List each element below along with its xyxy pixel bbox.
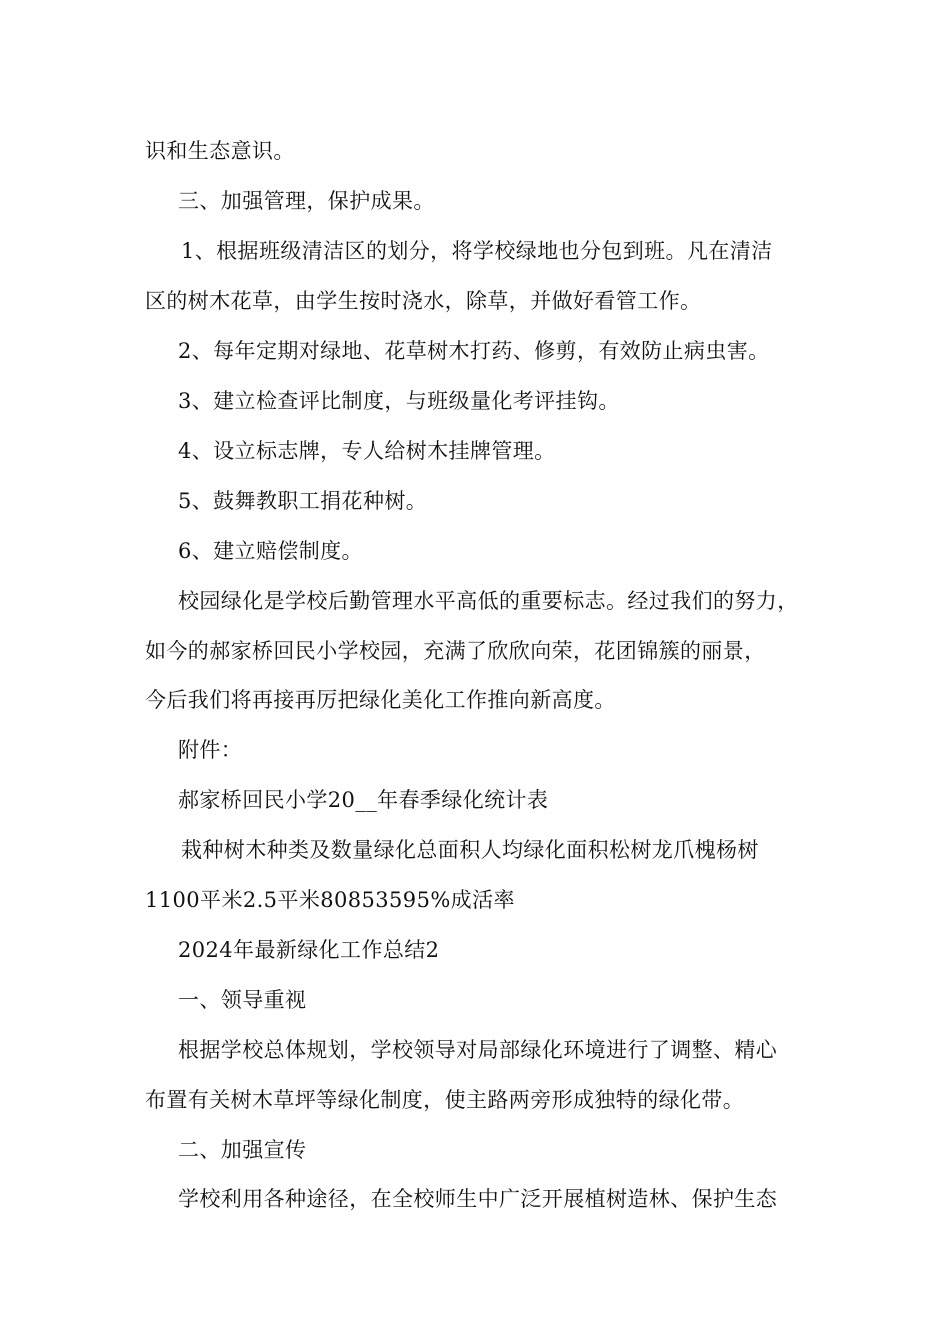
section-heading: 二、加强宣传 bbox=[178, 1138, 307, 1162]
paragraph-line: 今后我们将再接再厉把绿化美化工作推向新高度。 bbox=[145, 688, 616, 712]
attachment-label: 附件： bbox=[178, 738, 243, 762]
section-heading: 一、领导重视 bbox=[178, 988, 307, 1012]
paragraph-line: 学校利用各种途径，在全校师生中广泛开展植树造林、保护生态 bbox=[178, 1187, 778, 1211]
paragraph-line: 区的树木花草，由学生按时浇水，除草，并做好看管工作。 bbox=[145, 289, 702, 313]
list-item: 2、每年定期对绿地、花草树木打药、修剪，有效防止病虫害。 bbox=[178, 339, 770, 363]
section-heading: 三、加强管理，保护成果。 bbox=[178, 189, 435, 213]
list-item: 4、设立标志牌，专人给树木挂牌管理。 bbox=[178, 439, 556, 463]
document-title: 2024年最新绿化工作总结2 bbox=[178, 938, 440, 962]
paragraph-line: 校园绿化是学校后勤管理水平高低的重要标志。经过我们的努力， bbox=[178, 589, 799, 613]
paragraph-line: 根据学校总体规划，学校领导对局部绿化环境进行了调整、精心 bbox=[178, 1038, 778, 1062]
paragraph-line: 识和生态意识。 bbox=[145, 139, 295, 163]
list-item: 5、鼓舞教职工捐花种树。 bbox=[178, 489, 428, 513]
table-text-line: 栽种树木种类及数量绿化总面积人均绿化面积松树龙爪槐杨树 bbox=[181, 838, 759, 862]
list-item: 6、建立赔偿制度。 bbox=[178, 539, 363, 563]
paragraph-line: 布置有关树木草坪等绿化制度，使主路两旁形成独特的绿化带。 bbox=[145, 1088, 745, 1112]
paragraph-line: 如今的郝家桥回民小学校园，充满了欣欣向荣，花团锦簇的丽景， bbox=[145, 639, 766, 663]
list-item: 3、建立检查评比制度，与班级量化考评挂钩。 bbox=[178, 389, 620, 413]
paragraph-line: 1、根据班级清洁区的划分，将学校绿地也分包到班。凡在清洁 bbox=[181, 239, 773, 263]
table-title: 郝家桥回民小学20__年春季绿化统计表 bbox=[178, 788, 549, 812]
table-text-line: 1100平米2.5平米80853595%成活率 bbox=[145, 888, 515, 912]
